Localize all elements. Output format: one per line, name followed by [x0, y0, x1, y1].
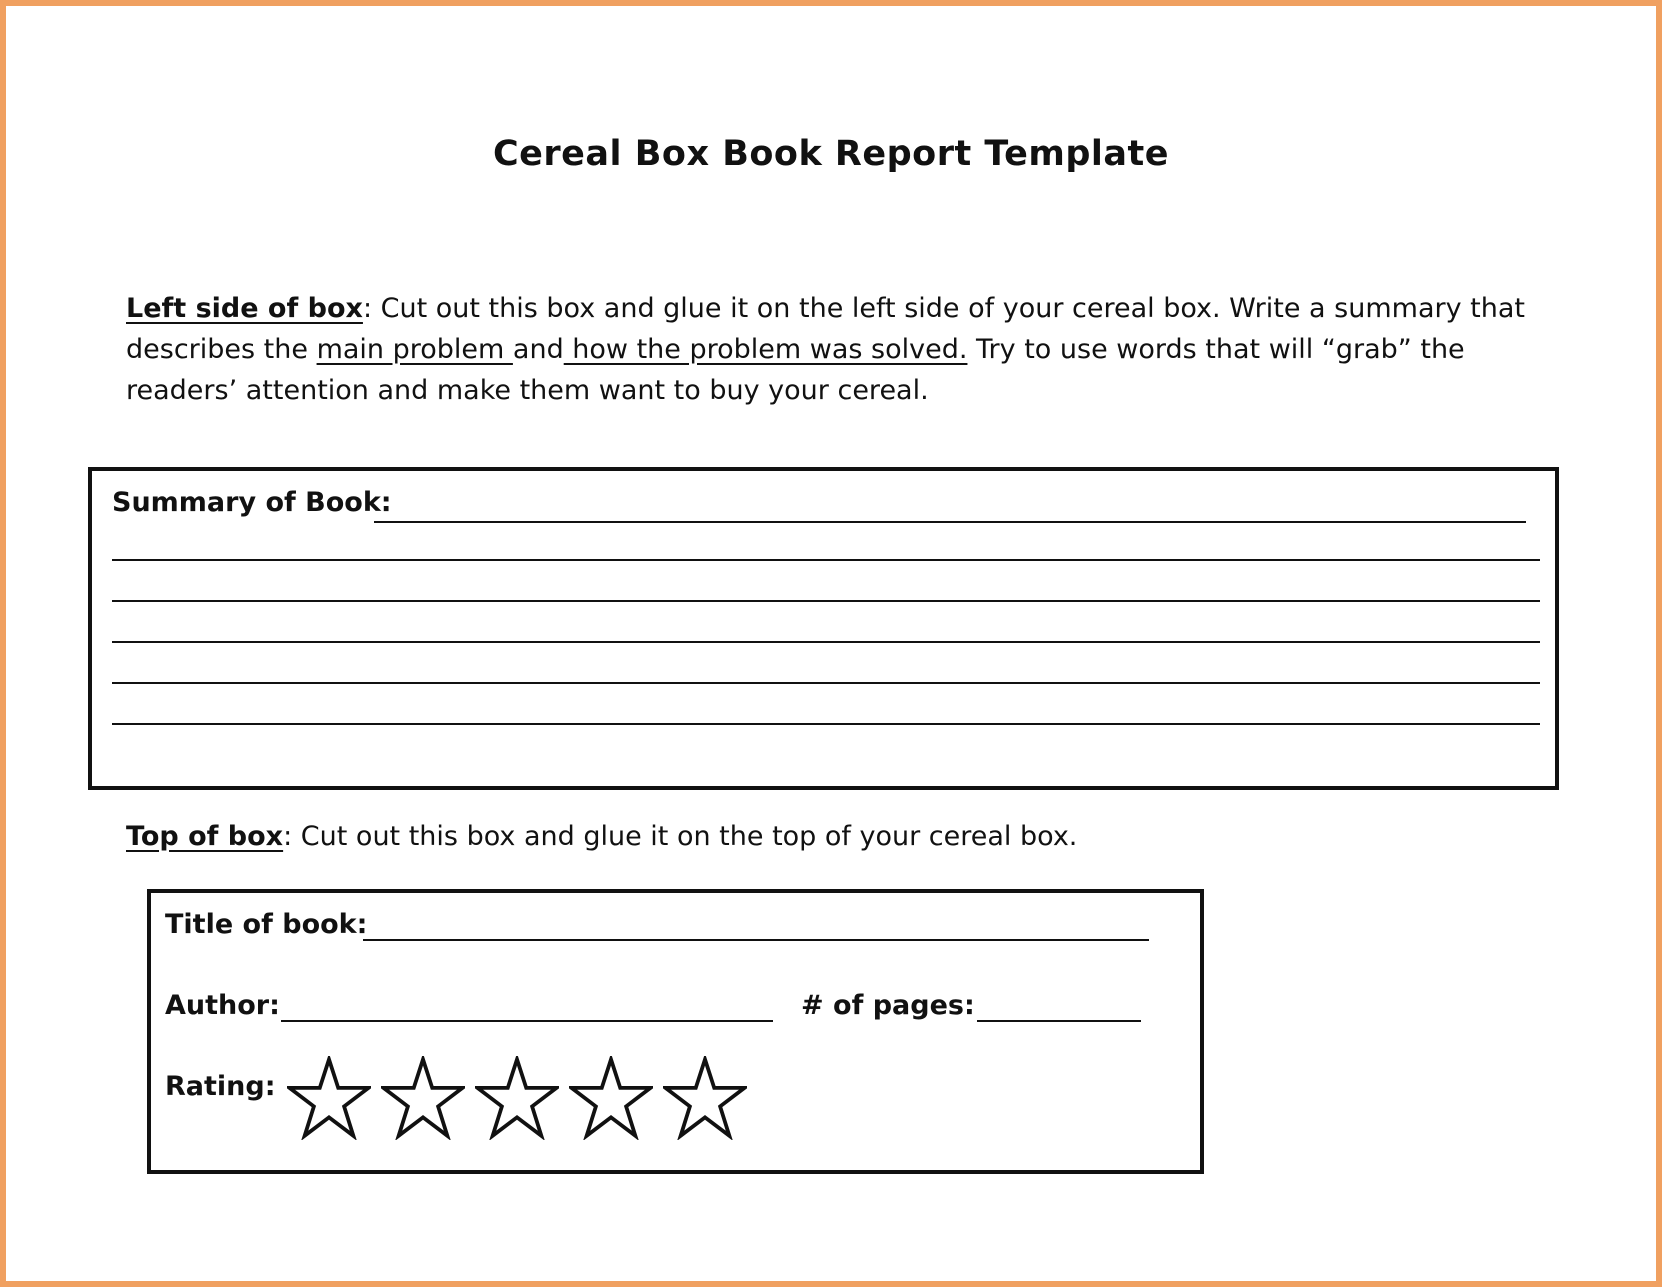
title-of-book-line[interactable]: [363, 939, 1149, 941]
summary-line[interactable]: [112, 600, 1540, 602]
left-side-text-3: Try to use words that will “grab” the readers’ attention and make them want to buy your cereal.: [126, 334, 1465, 406]
pages-label: # of pages:: [801, 990, 975, 1021]
top-box: [147, 889, 1204, 1174]
summary-label: Summary of Book:: [112, 487, 392, 518]
summary-line[interactable]: [112, 723, 1540, 725]
summary-box: [88, 467, 1559, 790]
summary-line[interactable]: [112, 682, 1540, 684]
left-side-heading: Left side of box: [126, 293, 363, 324]
left-side-instructions: [126, 288, 1556, 411]
rating-star-icon[interactable]: [287, 1056, 371, 1140]
top-side-text: : Cut out this box and glue it on the top of your cereal box.: [283, 821, 1078, 852]
author-line[interactable]: [281, 1020, 773, 1022]
summary-line[interactable]: [112, 559, 1540, 561]
problem-solved-highlight: how the problem was solved.: [563, 334, 968, 365]
title-of-book-label: Title of book:: [165, 909, 368, 940]
top-side-heading: Top of box: [126, 821, 284, 852]
left-side-text-1: : Cut out this box and glue it on the left side of your cereal box. Write a summary that describes the: [126, 293, 1525, 365]
rating-star-icon[interactable]: [569, 1056, 653, 1140]
rating-label: Rating:: [165, 1071, 276, 1102]
top-side-instructions: [126, 821, 1077, 852]
summary-line[interactable]: [374, 521, 1526, 523]
left-side-text-2: and: [512, 334, 564, 365]
rating-star-icon[interactable]: [663, 1056, 747, 1140]
rating-star-icon[interactable]: [381, 1056, 465, 1140]
author-label: Author:: [165, 990, 280, 1021]
main-problem-highlight: main problem: [316, 334, 513, 365]
summary-line[interactable]: [112, 641, 1540, 643]
page-title: Cereal Box Book Report Template: [493, 134, 1169, 174]
rating-star-icon[interactable]: [475, 1056, 559, 1140]
pages-line[interactable]: [977, 1020, 1141, 1022]
